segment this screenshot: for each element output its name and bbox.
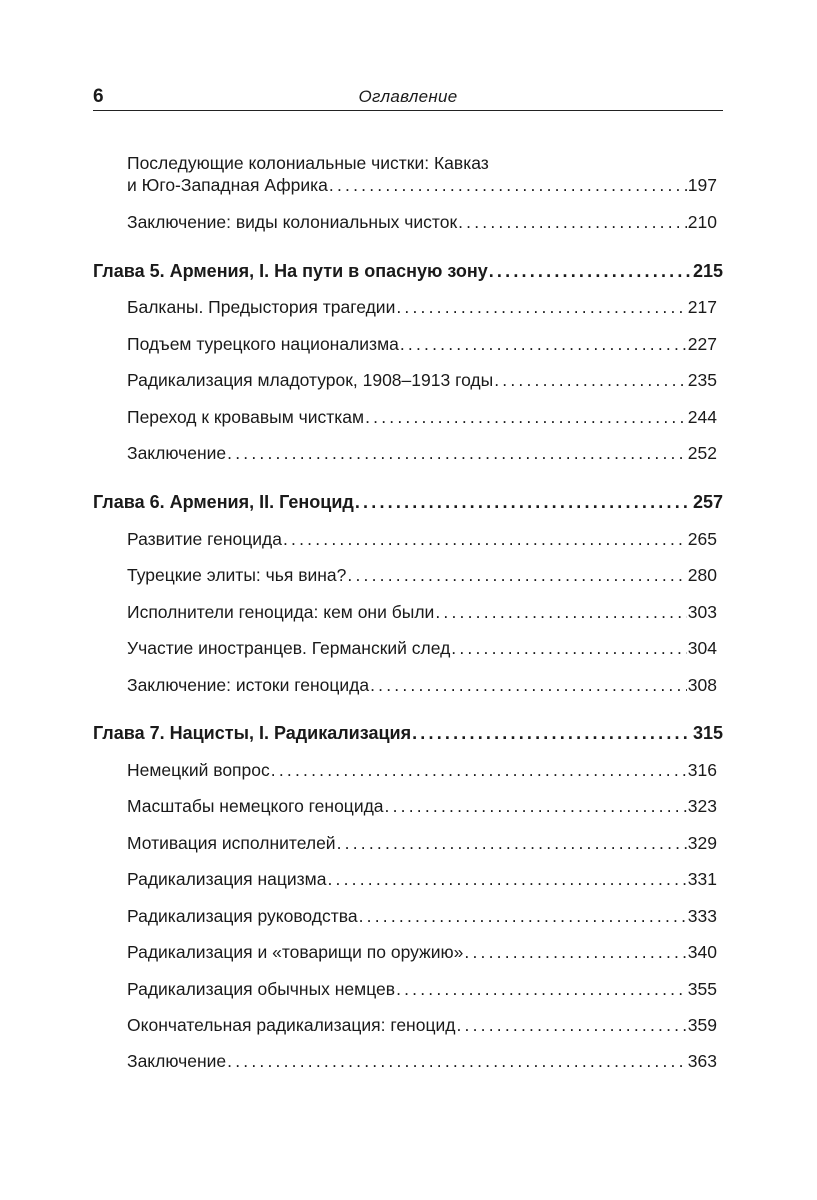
dot-leader: [412, 722, 692, 744]
toc-entry-label: Заключение: [127, 443, 227, 463]
dot-leader: [458, 211, 687, 233]
toc-entry[interactable]: [127, 564, 717, 586]
toc-entry[interactable]: [127, 369, 717, 391]
toc-entry[interactable]: [127, 905, 717, 927]
toc-entry-page: 355: [687, 979, 717, 999]
toc-entry-label: Исполнители геноцида: кем они были: [127, 602, 435, 622]
toc-entry-label: Балканы. Предыстория трагедии: [127, 297, 396, 317]
toc-entry-label: Развитие геноцида: [127, 529, 282, 549]
toc-entry-page: 265: [687, 529, 717, 549]
dot-leader: [359, 905, 687, 927]
page-number: 6: [93, 86, 104, 107]
toc-entry[interactable]: [127, 674, 717, 696]
toc-entry[interactable]: [127, 1050, 717, 1072]
dot-leader: [451, 637, 687, 659]
toc-entry[interactable]: [127, 941, 717, 963]
toc-entry-label: Подъем турецкого национализма: [127, 334, 399, 354]
toc-entry[interactable]: [127, 333, 717, 355]
running-head: Оглавление: [358, 87, 458, 106]
toc-entry-label: Заключение: виды колониальных чисток: [127, 212, 458, 232]
dot-leader: [456, 1014, 686, 1036]
toc-chapter-entry[interactable]: [93, 722, 723, 744]
toc-entry-page: 227: [687, 334, 717, 354]
dot-leader: [347, 564, 686, 586]
toc-chapter-label: Глава 5. Армения, I. На пути в опасную зону: [93, 261, 488, 281]
toc-entry[interactable]: [127, 795, 717, 817]
toc-entry-page: 303: [687, 602, 717, 622]
dot-leader: [494, 369, 687, 391]
toc-chapter-page: 215: [692, 261, 723, 281]
dot-leader: [396, 978, 687, 1000]
toc-entry[interactable]: [127, 528, 717, 550]
dot-leader: [271, 759, 687, 781]
toc-entry[interactable]: [127, 759, 717, 781]
toc-entry-label: Радикализация и «товарищи по оружию»: [127, 942, 464, 962]
toc-entry[interactable]: [127, 174, 717, 196]
dot-leader: [385, 795, 687, 817]
dot-leader: [337, 832, 687, 854]
toc-entry[interactable]: [127, 601, 717, 623]
dot-leader: [396, 296, 686, 318]
toc-entry-page: 217: [687, 297, 717, 317]
toc-entry[interactable]: [127, 296, 717, 318]
toc-entry[interactable]: [127, 442, 717, 464]
toc-entry-page: 252: [687, 443, 717, 463]
toc-entry-page: 304: [687, 638, 717, 658]
toc-entry-page: 333: [687, 906, 717, 926]
toc-entry[interactable]: [127, 1014, 717, 1036]
toc-chapter-label: Глава 7. Нацисты, I. Радикализация: [93, 723, 412, 743]
page-header: [93, 86, 723, 111]
toc-entry-page: 363: [687, 1051, 717, 1071]
toc-entry-label: Масштабы немецкого геноцида: [127, 796, 384, 816]
toc-entry[interactable]: [127, 978, 717, 1000]
toc-entry-page: 359: [687, 1015, 717, 1035]
toc-entry-page: 235: [687, 370, 717, 390]
dot-leader: [327, 868, 686, 890]
toc-chapter-label: Глава 6. Армения, II. Геноцид: [93, 492, 354, 512]
dot-leader: [283, 528, 687, 550]
toc-entry-label: Радикализация руководства: [127, 906, 358, 926]
toc-entry-label: Участие иностранцев. Германский след: [127, 638, 451, 658]
toc-entry[interactable]: [127, 868, 717, 890]
toc-entry-label: Мотивация исполнителей: [127, 833, 336, 853]
toc-entry-label: Немецкий вопрос: [127, 760, 270, 780]
dot-leader: [355, 491, 692, 513]
toc-entry-page: 210: [687, 212, 717, 232]
toc-chapter-entry[interactable]: [93, 260, 723, 282]
toc-entry-label: Радикализация нацизма: [127, 869, 327, 889]
toc-entry-label: Турецкие элиты: чья вина?: [127, 565, 347, 585]
toc-entry-label: Заключение: [127, 1051, 227, 1071]
toc-entry-page: 308: [687, 675, 717, 695]
toc-entry[interactable]: [127, 406, 717, 428]
toc-entry-label: Окончательная радикализация: геноцид: [127, 1015, 456, 1035]
toc-entry-label: Радикализация обычных немцев: [127, 979, 396, 999]
dot-leader: [464, 941, 686, 963]
toc-entry-page: 197: [687, 175, 717, 195]
dot-leader: [365, 406, 687, 428]
dot-leader: [489, 260, 692, 282]
dot-leader: [329, 174, 687, 196]
dot-leader: [227, 1050, 687, 1072]
toc-entry-page: 316: [687, 760, 717, 780]
toc-entry-label: Переход к кровавым чисткам: [127, 407, 365, 427]
toc-entry-continued-line1: Последующие колониальные чистки: Кавказ: [127, 153, 489, 173]
toc-entry-page: 331: [687, 869, 717, 889]
toc-entry-page: 244: [687, 407, 717, 427]
dot-leader: [435, 601, 686, 623]
toc-entry-page: 329: [687, 833, 717, 853]
toc-entry[interactable]: [127, 637, 717, 659]
toc-chapter-entry[interactable]: [93, 491, 723, 513]
toc-chapter-page: 315: [692, 723, 723, 743]
toc-entry[interactable]: [127, 832, 717, 854]
toc-entry-label: Радикализация младотурок, 1908–1913 годы: [127, 370, 494, 390]
toc-entry-label: и Юго-Западная Африка: [127, 175, 328, 195]
dot-leader: [370, 674, 687, 696]
toc-entry[interactable]: [127, 211, 717, 233]
dot-leader: [400, 333, 687, 355]
toc-entry-page: 323: [687, 796, 717, 816]
toc-chapter-page: 257: [692, 492, 723, 512]
toc-entry-page: 280: [687, 565, 717, 585]
toc-entry-label: Заключение: истоки геноцида: [127, 675, 370, 695]
dot-leader: [227, 442, 687, 464]
toc-entry-page: 340: [687, 942, 717, 962]
